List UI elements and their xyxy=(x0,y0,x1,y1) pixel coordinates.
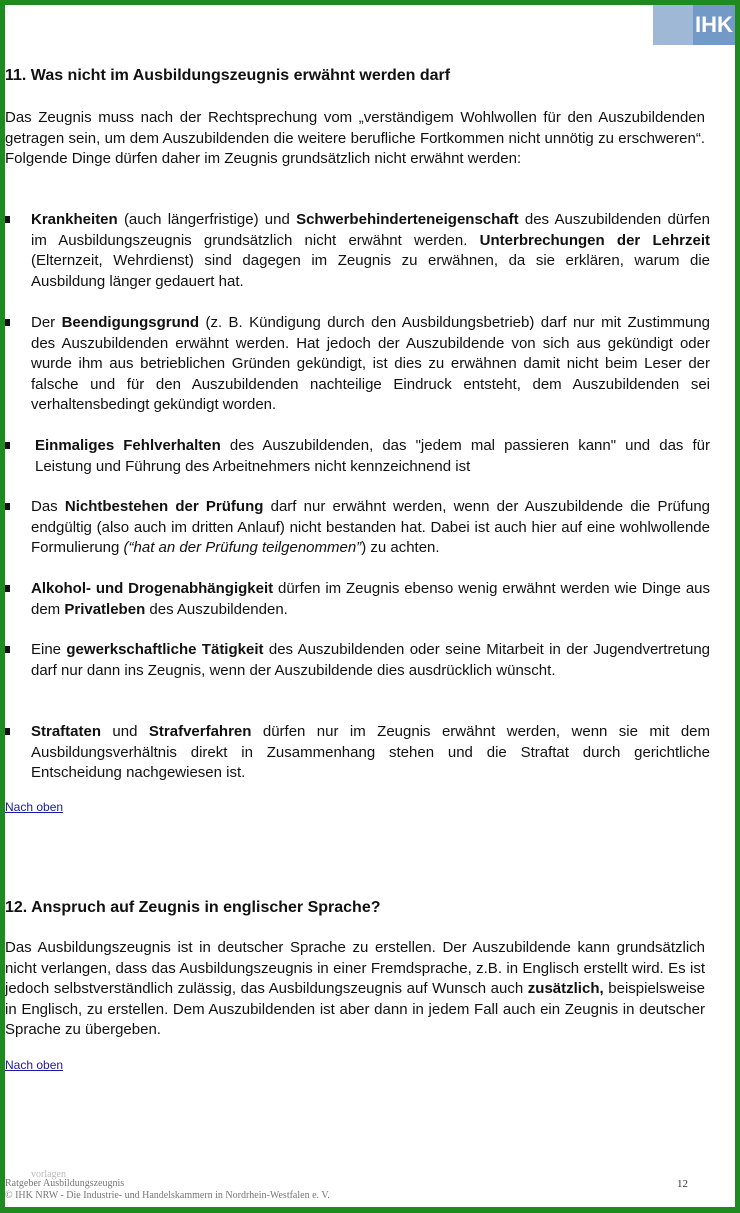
bold-text: Straftaten xyxy=(31,723,102,740)
text: darf nur erwähnt werden, wenn der Auszubildende die Prüfung endgültig (also auch im dritten Anlauf) nicht bestanden hat. Dabei ist auch hier auf eine wohlwollende Formulierung xyxy=(31,498,710,556)
bold-text: zusätzlich, xyxy=(527,980,604,997)
footer-copyright: © IHK NRW - Die Industrie- und Handelskammern in Nordrhein-Westfalen e. V. xyxy=(5,1190,330,1201)
text: und xyxy=(101,723,149,740)
text: Das Ausbildungszeugnis ist in deutscher Sprache zu erstellen. Der Auszubildende kann grundsätzlich nicht verlangen, dass das Ausbildungszeugnis in einer Fremdsprache, z.B. in Englisch erstellt wird. Es ist jedoch selbstverständlich zulässig, das Ausbildungszeugnis auf Wunsch auch xyxy=(5,939,705,997)
italic-text: (“hat an der Prüfung teilgenommen” xyxy=(123,539,362,556)
bullet-icon xyxy=(5,216,10,223)
ihk-logo-mark: IHK xyxy=(693,5,735,45)
bullet-icon xyxy=(5,319,10,326)
bullet-icon xyxy=(5,442,10,449)
bullet-icon xyxy=(5,503,10,510)
list-item xyxy=(5,497,710,559)
bold-text: Strafverfahren xyxy=(148,723,252,740)
text: dürfen im Zeugnis ebenso wenig erwähnt werden wie Dinge aus dem xyxy=(31,580,711,618)
document-page xyxy=(5,5,735,1207)
text: (z. B. Kündigung durch den Ausbildungsbetrieb) darf nur mit Zustimmung des Auszubildenden erwähnt werden. Hat jedoch der Auszubildende von sich aus gekündigt oder wurde ihm aus betrieblichen Gründen gekündigt, ist dies zu erwähnen damit nicht beim Leser der falsche und für den Auszubildenden nachteilige Eindruck entsteht, dem Auszubildenden sei verhaltensbedingt gekündigt worden. xyxy=(31,314,710,413)
text: des Auszubildenden, das "jedem mal passieren kann" und das für Leistung und Führung des Arbeitnehmers nicht kennzeichnend ist xyxy=(35,437,710,475)
bullet-icon xyxy=(5,646,10,653)
text: des Auszubildenden oder seine Mitarbeit in der Jugendvertretung darf nur dann ins Zeugnis, wenn der Auszubildende dies ausdrücklich wünscht. xyxy=(31,641,710,679)
list-item xyxy=(5,210,710,292)
text: Das xyxy=(31,498,65,515)
text: beispielsweise in Englisch, zu erstellen. Dem Auszubildenden ist aber dann in jedem Fall auch ein Zeugnis in deutscher Sprache zu übergeben. xyxy=(5,980,705,1038)
list-item xyxy=(5,640,710,681)
text: (auch längerfristige) und xyxy=(117,211,297,228)
text: des Auszubildenden dürfen im Ausbildungszeugnis grundsätzlich nicht erwähnt werden. xyxy=(31,211,710,249)
section-12-paragraph xyxy=(5,938,705,1041)
bold-text: Einmaliges Fehlverhalten xyxy=(35,437,221,454)
footer-title: Ratgeber Ausbildungszeugnis xyxy=(5,1178,125,1189)
bold-text: Alkohol- und Drogenabhängigkeit xyxy=(31,580,274,597)
text: Der xyxy=(31,314,62,331)
section-12-title: 12. Anspruch auf Zeugnis in englischer Sprache? xyxy=(5,899,381,916)
bold-text: gewerkschaftliche Tätigkeit xyxy=(66,641,264,658)
back-to-top-link[interactable]: Nach oben xyxy=(5,1058,64,1072)
bold-text: Nichtbestehen der Prüfung xyxy=(64,498,264,515)
page-number: 12 xyxy=(677,1178,688,1190)
ihk-logo xyxy=(653,5,735,45)
list-item xyxy=(5,722,710,784)
text: (Elternzeit, Wehrdienst) sind dagegen im Zeugnis zu erwähnen, da sie erklären, warum die Ausbildung länger gedauert hat. xyxy=(31,252,710,290)
list-item xyxy=(5,313,710,416)
section-11-intro: Das Zeugnis muss nach der Rechtsprechung vom „verständigem Wohlwollen für den Auszubildenden getragen sein, um dem Auszubildenden die weitere berufliche Fortkommen nicht unnötig zu erschweren“. Folgende Dinge dürfen daher im Zeugnis grundsätzlich nicht erwähnt werden: xyxy=(5,109,705,167)
bold-text: Privatleben xyxy=(64,600,146,618)
bullet-icon xyxy=(5,585,10,592)
back-to-top-link[interactable]: Nach oben xyxy=(5,800,64,814)
section-11-title: 11. Was nicht im Ausbildungszeugnis erwähnt werden darf xyxy=(5,67,451,84)
list-item xyxy=(5,579,710,620)
text: des Auszubildenden. xyxy=(145,600,288,618)
bullet-icon xyxy=(5,728,10,735)
list-item xyxy=(5,436,710,477)
footer-watermark: vorlagen xyxy=(31,1169,66,1180)
text: dürfen nur im Zeugnis erwähnt werden, wenn sie mit dem Ausbildungsverhältnis direkt in Zusammenhang stehen und die Straftat durch gerichtliche Entscheidung nachgewiesen ist. xyxy=(31,723,710,781)
text: ) zu achten. xyxy=(361,539,440,556)
bold-text: Unterbrechungen der Lehrzeit xyxy=(479,231,710,249)
bold-text: Schwerbehinderteneigenschaft xyxy=(296,211,519,228)
bold-text: Krankheiten xyxy=(31,211,118,228)
bold-text: Beendigungsgrund xyxy=(61,314,200,331)
text: Eine xyxy=(31,641,67,658)
